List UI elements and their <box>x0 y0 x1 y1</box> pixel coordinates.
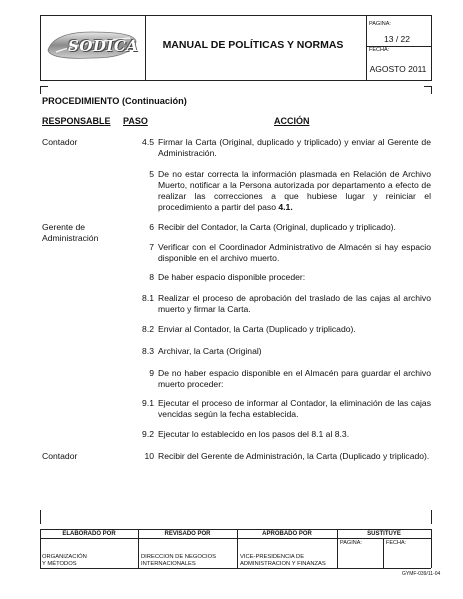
footer-aprobado-label: APROBADO POR <box>262 531 312 537</box>
footer-aprobado-value: VICE-PRESIDENCIA DE ADMINISTRACION Y FINANZAS <box>240 554 326 567</box>
row-paso: 4.5 <box>142 137 154 147</box>
row-accion-wrap <box>158 169 431 213</box>
row-accion: De haber espacio disponible proceder: <box>158 272 306 282</box>
column-header-paso: PASO <box>123 116 148 126</box>
row-accion: Ejecutar el proceso de informar al Contador, la eliminación de las cajas vencidas según la fecha establecida. <box>158 398 431 419</box>
company-logo <box>44 28 140 62</box>
footer-pagina-label: PAGINA: <box>340 540 362 546</box>
logo-text: SODICA <box>68 37 139 55</box>
footer-elaborado-value: ORGANIZACIÓN Y MÉTODOS <box>42 554 87 567</box>
row-accion: De no estar correcta la información plasmada en Relación de Archivo Muerto, notificar a la Persona autorizada por departamento a efecto de realizar las correcciones a que hubiese lugar y reiniciar el procedimiento a partir del paso <box>158 169 431 212</box>
section-title <box>42 96 187 106</box>
row-accion: Enviar al Contador, la Carta (Duplicado y triplicado). <box>158 324 356 334</box>
row-paso: 9.1 <box>142 398 154 408</box>
row-paso: 8.3 <box>142 346 154 356</box>
footer-fecha-label: FECHA: <box>386 540 407 546</box>
row-paso: 10 <box>144 451 154 461</box>
row-accion: De no haber espacio disponible en el Almacén para guardar el archivo muerto proceder: <box>158 368 431 389</box>
date-label: FECHA: <box>369 47 390 53</box>
footer-revisado-label: REVISADO POR <box>164 531 211 537</box>
row-paso: 8.2 <box>142 324 154 334</box>
column-header-responsable: RESPONSABLE <box>42 116 111 126</box>
footer-revisado-value: DIRECCION DE NEGOCIOS INTERNACIONALES <box>141 554 217 567</box>
row-paso: 9.2 <box>142 429 154 439</box>
document-date: AGOSTO 2011 <box>369 64 427 74</box>
row-paso: 8 <box>149 272 154 282</box>
row-accion: Realizar el proceso de aprobación del traslado de las cajas al archivo muerto y firmar la Carta. <box>158 293 431 314</box>
row-accion: Archivar, la Carta (Original) <box>158 346 262 356</box>
row-accion: Ejecutar lo establecido en los pasos del 8.1 al 8.3. <box>158 429 350 439</box>
row-accion: Recibir del Gerente de Administración, la Carta (Duplicado y triplicado). <box>158 451 430 461</box>
footer-elaborado-label: ELABORADO POR <box>62 531 116 537</box>
page-number: 13 / 22 <box>384 34 410 44</box>
row-paso: 8.1 <box>142 293 154 303</box>
row-paso: 6 <box>149 222 154 232</box>
row-responsable: Contador <box>42 137 78 147</box>
row-accion: Recibir del Contador, la Carta (Original, duplicado y triplicado). <box>158 222 396 232</box>
row-accion: Firmar la Carta (Original, duplicado y triplicado) y enviar al Gerente de Administración. <box>158 137 431 158</box>
row-responsable: Contador <box>42 451 78 461</box>
form-code: GYMF-039/11-04 <box>402 571 441 577</box>
column-header-accion: ACCIÓN <box>274 116 310 126</box>
document-title: MANUAL DE POLÍTICAS Y NORMAS <box>162 39 344 51</box>
page-label: PAGINA: <box>369 21 391 27</box>
row-accion: Verificar con el Coordinador Administrativo de Almacén si hay espacio disponible en el archivo muerto. <box>158 242 431 263</box>
row-paso: 5 <box>149 169 154 179</box>
section-title-text: PROCEDIMIENTO <box>42 96 120 106</box>
row-responsable: Gerente de Administración <box>42 222 99 243</box>
footer-sustituye-label: SUSTITUYE <box>367 531 401 537</box>
row-paso: 7 <box>149 242 154 252</box>
section-continuation: (Continuación) <box>121 96 187 106</box>
row-paso: 9 <box>149 368 154 378</box>
row-accion-bold: 4.1. <box>278 202 293 212</box>
